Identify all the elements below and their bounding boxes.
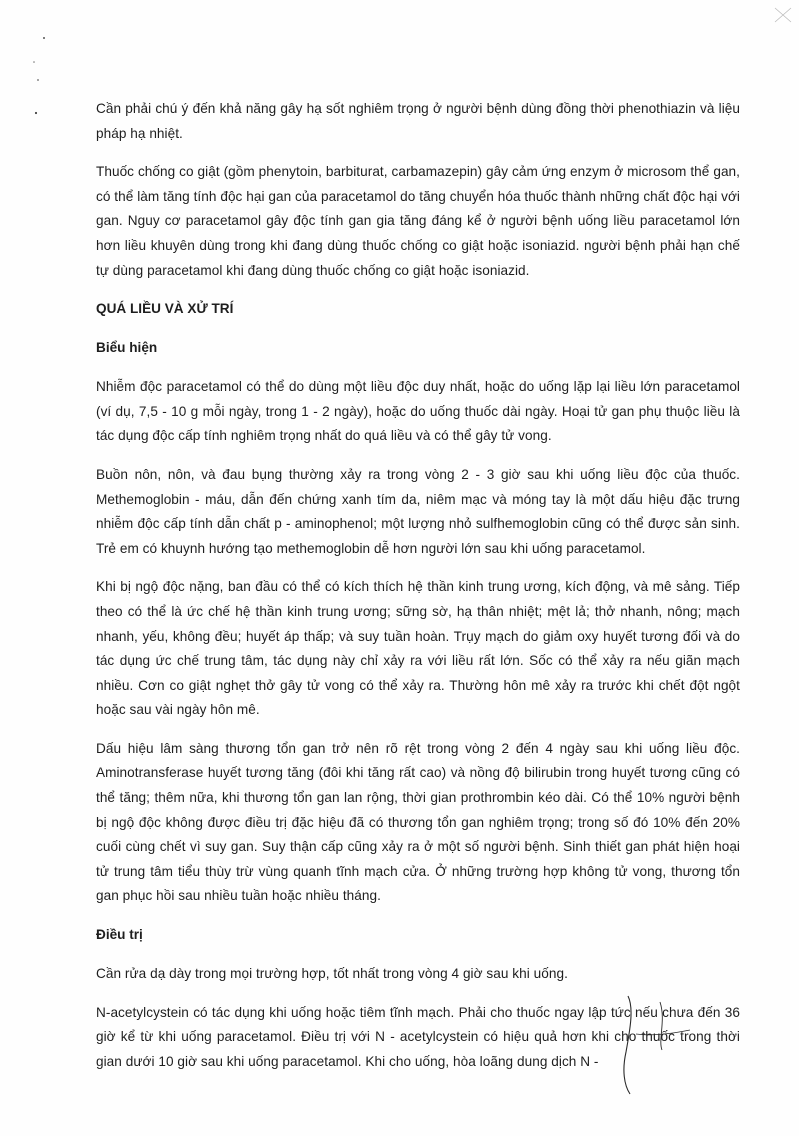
paragraph-anticonvulsant: Thuốc chống co giật (gồm phenytoin, barbiturat, carbamazepin) gây cảm ứng enzym ở microsom thể gan, có thể làm tăng tính độc hại gan của paracetamol do tăng chuyển hóa thuốc thành những chất độc hại với gan. Nguy cơ paracetamol gây độc tính gan gia tăng đáng kể ở người bệnh uống liều paracetamol lớn hơn liều khuyên dùng trong khi đang dùng thuốc chống co giật hoặc isoniazid. người bệnh phải hạn chế tự dùng paracetamol khi đang dùng thuốc chống co giật hoặc isoniazid. [96, 164, 740, 278]
section-heading-overdose: QUÁ LIỀU VÀ XỬ TRÍ [96, 301, 234, 317]
subsection-heading-symptoms: Biểu hiện [96, 340, 158, 356]
paragraph-early-symptoms: Buồn nôn, nôn, và đau bụng thường xảy ra trong vòng 2 - 3 giờ sau khi uống liều độc của thuốc. Methemoglobin - máu, dẫn đến chứng xanh tím da, niêm mạc và móng tay là một dấu hiệu đặc trưng nhiễm độc cấp tính dẫn chất p - aminophenol; một lượng nhỏ sulfhemoglobin cũng có thể được sản sinh. Trẻ em có khuynh hướng tạo methemoglobin dễ hơn người lớn sau khi uống paracetamol. [96, 466, 740, 556]
paragraph-severe-poisoning: Khi bị ngộ độc nặng, ban đầu có thể có kích thích hệ thần kinh trung ương, kích động, và mê sảng. Tiếp theo có thể là ức chế hệ thần kinh trung ương; sững sờ, hạ thân nhiệt; mệt lả; thở nhanh, nông; mạch nhanh, yếu, không đều; huyết áp thấp; và suy tuần hoàn. Trụy mạch do giảm oxy huyết tương đối và do tác dụng ức chế trung tâm, tác dụng này chỉ xảy ra với liều rất lớn. Sốc có thể xảy ra nếu giãn mạch nhiều. Cơn co giật nghẹt thở gây tử vong có thể xảy ra. Thường hôn mê xảy ra trước khi chết đột ngột hoặc sau vài ngày hôn mê. [96, 579, 740, 718]
paragraph-n-acetylcystein: N-acetylcystein có tác dụng khi uống hoặc tiêm tĩnh mạch. Phải cho thuốc ngay lập tức nếu chưa đến 36 giờ kể từ khi uống paracetamol. Điều trị với N - acetylcystein có hiệu quả hơn khi cho thuốc trong thời gian dưới 10 giờ sau khi uống paracetamol. Khi cho uống, hòa loãng dung dịch N - [96, 1004, 740, 1069]
paragraph-gastric-lavage: Cần rửa dạ dày trong mọi trường hợp, tốt nhất trong vòng 4 giờ sau khi uống. [96, 966, 568, 982]
corner-scan-mark [773, 6, 793, 24]
margin-speck-marks [28, 28, 48, 128]
subsection-heading-treatment: Điều trị [96, 927, 143, 943]
document-body [96, 97, 740, 1088]
paragraph-poisoning-cause: Nhiễm độc paracetamol có thể do dùng một liều độc duy nhất, hoặc do uống lặp lại liều lớn paracetamol (ví dụ, 7,5 - 10 g mỗi ngày, trong 1 - 2 ngày), hoặc do uống thuốc dài ngày. Hoại tử gan phụ thuộc liều là tác dụng độc cấp tính nghiêm trọng nhất do quá liều và có thể gây tử vong. [96, 379, 740, 444]
paragraph-phenothiazin: Cần phải chú ý đến khả năng gây hạ sốt nghiêm trọng ở người bệnh dùng đồng thời phenothiazin và liệu pháp hạ nhiệt. [96, 101, 740, 141]
paragraph-liver-damage: Dấu hiệu lâm sàng thương tổn gan trở nên rõ rệt trong vòng 2 đến 4 ngày sau khi uống liều độc. Aminotransferase huyết tương tăng (đôi khi tăng rất cao) và nồng độ bilirubin trong huyết tương cũng có thể tăng; thêm nữa, khi thương tổn gan lan rộng, thời gian prothrombin kéo dài. Có thể 10% người bệnh bị ngộ độc không được điều trị đặc hiệu đã có thương tổn gan nghiêm trọng; trong số đó 10% đến 20% cuối cùng chết vì suy gan. Suy thận cấp cũng xảy ra ở một số người bệnh. Sinh thiết gan phát hiện hoại tử trung tâm tiểu thùy trừ vùng quanh tĩnh mạch cửa. Ở những trường hợp không tử vong, thương tổn gan phục hồi sau nhiều tuần hoặc nhiều tháng. [96, 740, 740, 904]
